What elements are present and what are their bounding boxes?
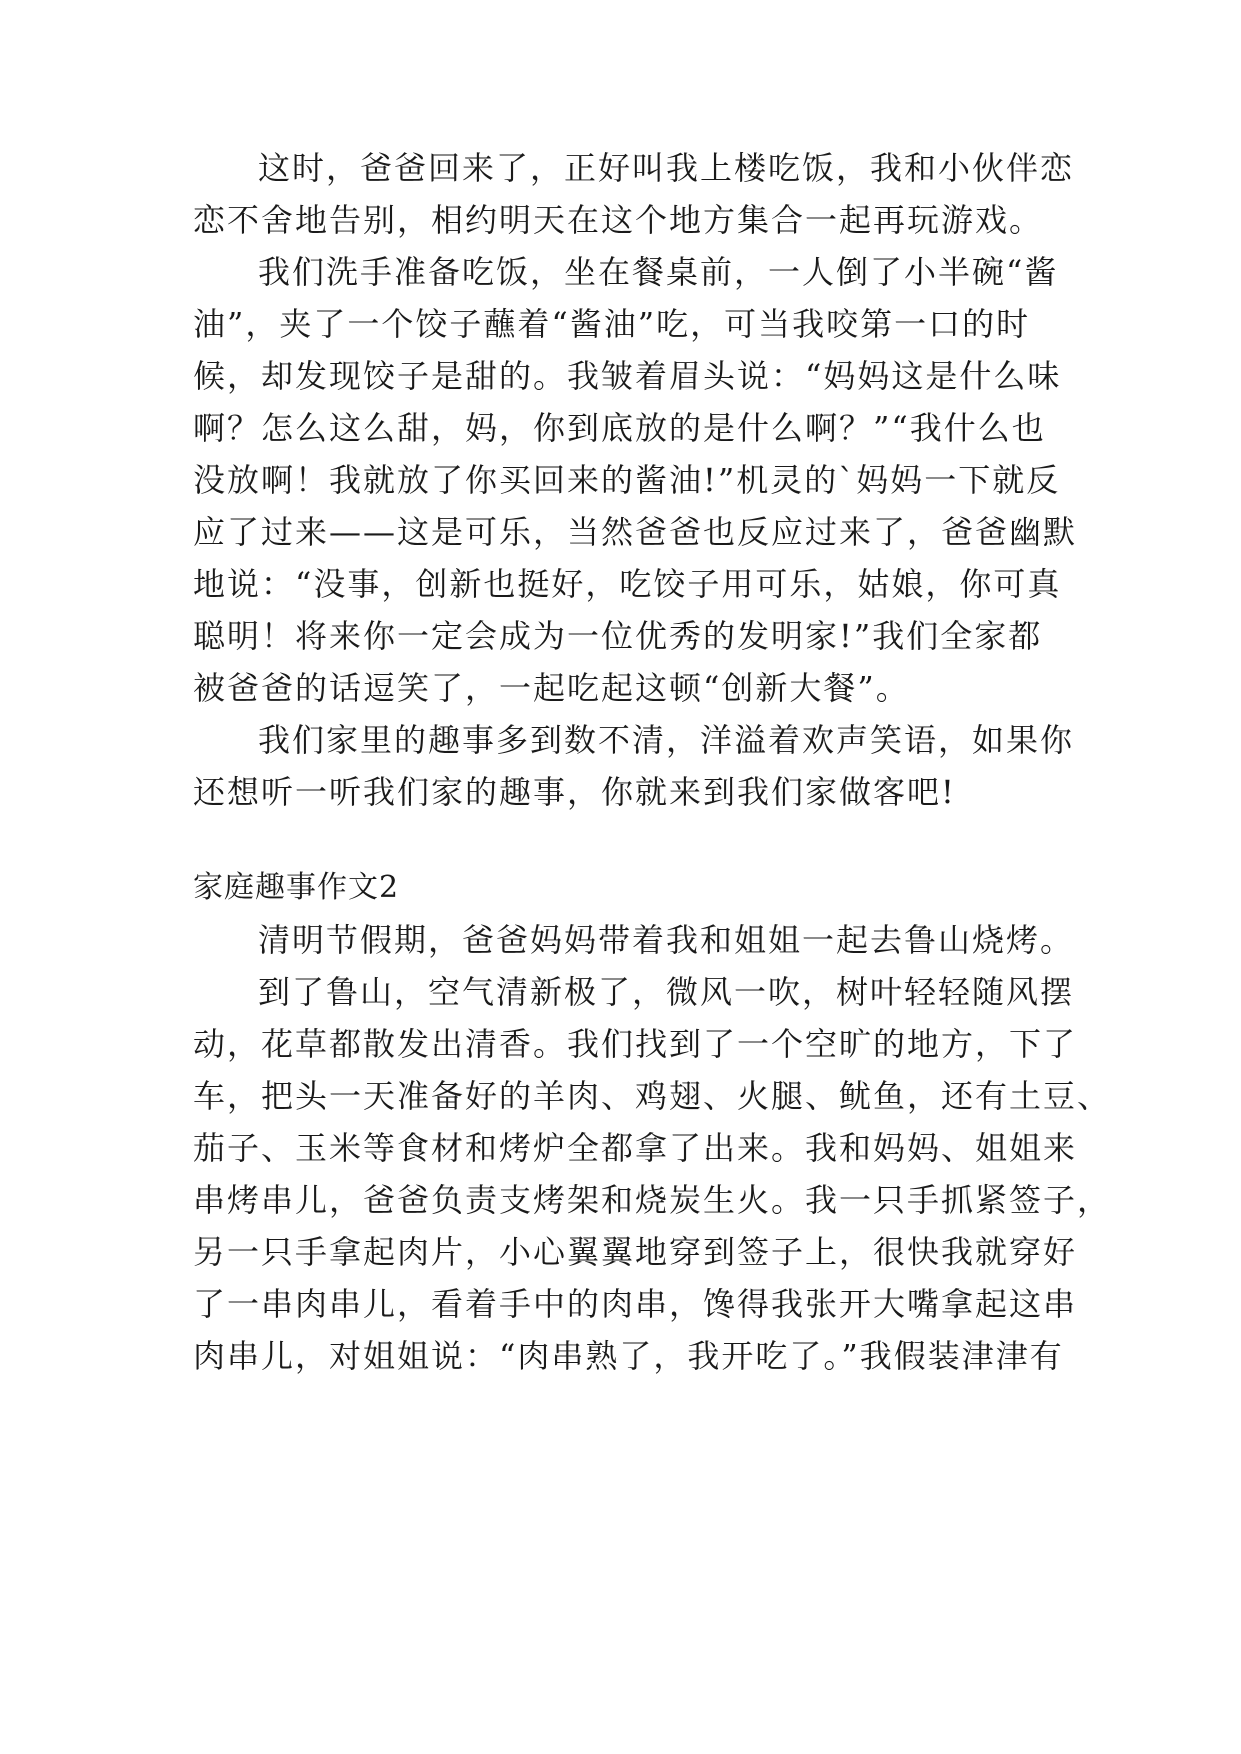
section-title: 家庭趣事作文2 [193,870,400,905]
section-paragraph-2-line-5: 串烤串儿，爸爸负责支烤架和烧炭生火。我一只手抓紧签子， [193,1181,1112,1219]
section-paragraph-2-line-4: 茄子、玉米等食材和烤炉全都拿了出来。我和妈妈、姐姐来 [193,1129,1078,1167]
paragraph-1-line-1: 这时，爸爸回来了，正好叫我上楼吃饭，我和小伙伴恋 [258,149,1075,187]
paragraph-2-line-9: 被爸爸的话逗笑了，一起吃起这顿“创新大餐”。 [193,669,910,707]
paragraph-1-line-2: 恋不舍地告别，相约明天在这个地方集合一起再玩游戏。 [193,201,1044,239]
paragraph-2-line-4: 啊？怎么这么甜，妈，你到底放的是什么啊？”“我什么也 [193,409,1046,447]
paragraph-2-line-6: 应了过来——这是可乐，当然爸爸也反应过来了，爸爸幽默 [193,513,1078,551]
section-paragraph-2-line-6: 另一只手拿起肉片，小心翼翼地穿到签子上，很快我就穿好 [193,1233,1078,1271]
section-paragraph-2-line-2: 动，花草都散发出清香。我们找到了一个空旷的地方，下了 [193,1025,1078,1063]
paragraph-2-line-1: 我们洗手准备吃饭，坐在餐桌前，一人倒了小半碗“酱 [258,253,1059,291]
section-paragraph-2-line-3: 车，把头一天准备好的羊肉、鸡翅、火腿、鱿鱼，还有土豆、 [193,1077,1112,1115]
section-paragraph-1-line-1: 清明节假期，爸爸妈妈带着我和姐姐一起去鲁山烧烤。 [258,921,1075,959]
section-paragraph-2-line-7: 了一串肉串儿，看着手中的肉串，馋得我张开大嘴拿起这串 [193,1285,1078,1323]
section-paragraph-2-line-8: 肉串儿，对姐姐说：“肉串熟了，我开吃了。”我假装津津有 [193,1337,1064,1375]
paragraph-3-line-1: 我们家里的趣事多到数不清，洋溢着欢声笑语，如果你 [258,721,1075,759]
paragraph-2-line-2: 油”，夹了一个饺子蘸着“酱油”吃，可当我咬第一口的时 [193,305,1031,343]
paragraph-3-line-2: 还想听一听我们家的趣事，你就来到我们家做客吧! [193,773,956,811]
paragraph-2-line-7: 地说：“没事，创新也挺好，吃饺子用可乐，姑娘，你可真 [193,565,1062,603]
paragraph-2-line-3: 候，却发现饺子是甜的。我皱着眉头说：“妈妈这是什么味 [193,357,1062,395]
paragraph-2-line-5: 没放啊！我就放了你买回来的酱油!”机灵的`妈妈一下就反 [193,461,1061,499]
paragraph-2-line-8: 聪明！将来你一定会成为一位优秀的发明家!”我们全家都 [193,617,1043,655]
section-paragraph-2-line-1: 到了鲁山，空气清新极了，微风一吹，树叶轻轻随风摆 [258,973,1075,1011]
